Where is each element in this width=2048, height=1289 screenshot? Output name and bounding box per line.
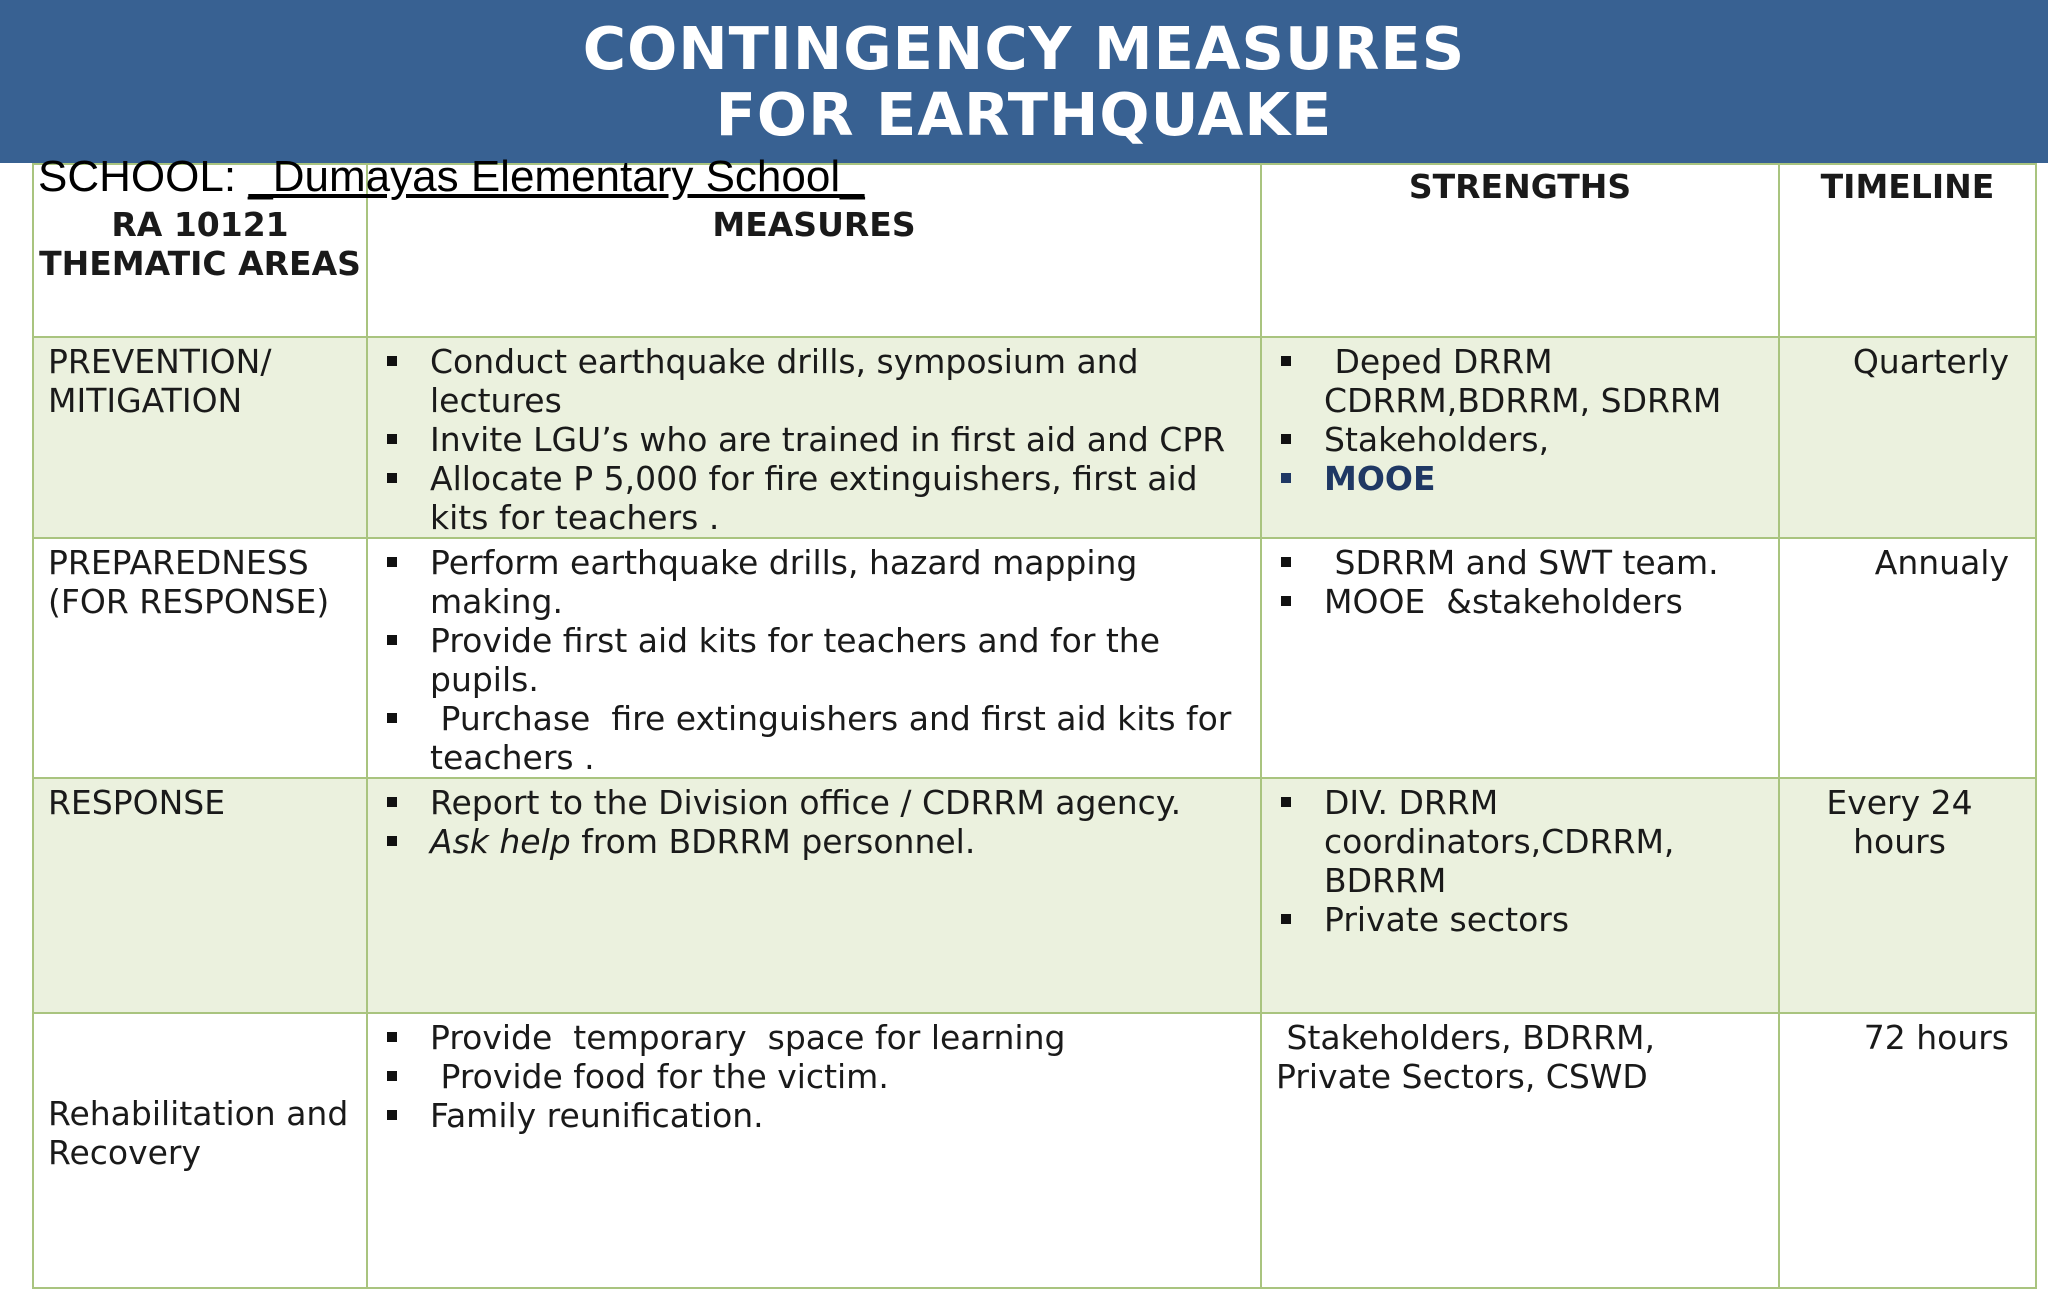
header-timeline	[1779, 164, 2036, 337]
header-measures-label: MEASURES	[712, 205, 916, 244]
bullet-icon	[1281, 596, 1291, 606]
school-name: _Dumayas Elementary School_	[248, 152, 865, 201]
timeline-line-2: hours	[1853, 822, 1946, 861]
thematic-area-cell	[33, 337, 367, 538]
list-item: Family reunification.	[368, 1096, 1250, 1135]
table-row	[33, 778, 2036, 1013]
strengths-cell	[1261, 1013, 1779, 1288]
header-strengths	[1261, 164, 1779, 337]
area-line-1: PREVENTION/	[48, 342, 272, 381]
list-item: Report to the Division office / CDRRM agency.	[368, 783, 1250, 822]
timeline-value: Annualy	[1874, 543, 2009, 582]
list-item: SDRRM and SWT team.	[1262, 543, 1768, 582]
header-strengths-label: STRENGTHS	[1408, 167, 1632, 206]
header-area-line-2: THEMATIC AREAS	[39, 244, 361, 283]
title-line-1: CONTINGENCY MEASURES	[582, 13, 1466, 83]
bullet-icon	[1281, 434, 1291, 444]
timeline-cell	[1779, 337, 2036, 538]
timeline-value: Quarterly	[1852, 342, 2009, 381]
title-banner	[0, 0, 2048, 163]
bullet-icon	[387, 836, 397, 846]
list-item: Provide temporary space for learning	[368, 1018, 1250, 1057]
contingency-table	[32, 163, 2037, 1289]
area-line-2: (FOR RESPONSE)	[48, 582, 330, 621]
list-item: Private sectors	[1262, 900, 1768, 939]
timeline-cell	[1779, 1013, 2036, 1288]
timeline-cell	[1779, 538, 2036, 778]
timeline-cell	[1779, 778, 2036, 1013]
list-item: MOOE	[1262, 459, 1768, 498]
header-area-line-1: RA 10121	[111, 205, 289, 244]
measures-cell	[367, 538, 1261, 778]
table-row	[33, 538, 2036, 778]
area-line-2: Recovery	[48, 1132, 202, 1172]
strengths-cell	[1261, 538, 1779, 778]
list-item: Provide food for the victim.	[368, 1057, 1250, 1096]
area-line-1: RESPONSE	[48, 783, 226, 822]
measures-cell	[367, 1013, 1261, 1288]
list-item: Deped DRRM CDRRM,BDRRM, SDRRM	[1262, 342, 1768, 420]
list-item: Perform earthquake drills, hazard mapping making.	[368, 543, 1250, 621]
list-item: Invite LGU’s who are trained in first aid and CPR	[368, 420, 1250, 459]
area-line-2: MITIGATION	[48, 381, 243, 420]
bullet-icon	[387, 557, 397, 567]
bullet-icon	[1281, 356, 1291, 366]
measures-cell	[367, 778, 1261, 1013]
strengths-cell	[1261, 337, 1779, 538]
timeline-value: 72 hours	[1863, 1018, 2009, 1057]
list-item: Purchase fire extinguishers and first aid kits for teachers .	[368, 699, 1250, 777]
bullet-icon	[387, 434, 397, 444]
bullet-icon	[387, 473, 397, 483]
thematic-area-cell	[33, 538, 367, 778]
list-item: DIV. DRRM coordinators,CDRRM, BDRRM	[1262, 783, 1768, 900]
bullet-icon	[1281, 473, 1291, 483]
bullet-icon	[387, 797, 397, 807]
table-row	[33, 1013, 2036, 1288]
bullet-icon	[387, 713, 397, 723]
strengths-cell	[1261, 778, 1779, 1013]
bullet-icon	[387, 635, 397, 645]
bullet-icon	[387, 1032, 397, 1042]
school-label: SCHOOL:	[38, 152, 249, 201]
strengths-text: Stakeholders, BDRRM, Private Sectors, CSWD	[1276, 1018, 1666, 1096]
bullet-icon	[1281, 914, 1291, 924]
thematic-area-cell	[33, 1013, 367, 1288]
header-timeline-label: TIMELINE	[1820, 167, 1995, 206]
bullet-icon	[1281, 557, 1291, 567]
title-line-2: FOR EARTHQUAKE	[715, 79, 1333, 149]
bullet-icon	[1281, 797, 1291, 807]
thematic-area-cell	[33, 778, 367, 1013]
list-item: MOOE &stakeholders	[1262, 582, 1768, 621]
area-line-1: PREPAREDNESS	[48, 543, 309, 582]
school-line	[38, 150, 865, 204]
bullet-icon	[387, 1110, 397, 1120]
list-item: Stakeholders,	[1262, 420, 1768, 459]
bullet-icon	[387, 1071, 397, 1081]
bullet-icon	[387, 356, 397, 366]
list-item: Ask help from BDRRM personnel.	[368, 822, 1250, 861]
table-row	[33, 337, 2036, 538]
timeline-line-1: Every 24	[1826, 783, 1973, 822]
measures-cell	[367, 337, 1261, 538]
list-item: Conduct earthquake drills, symposium and lectures	[368, 342, 1250, 420]
area-line-1: Rehabilitation and	[48, 1093, 349, 1133]
list-item: Allocate P 5,000 for fire extinguishers, first aid kits for teachers .	[368, 459, 1250, 537]
list-item: Provide first aid kits for teachers and for the pupils.	[368, 621, 1250, 699]
